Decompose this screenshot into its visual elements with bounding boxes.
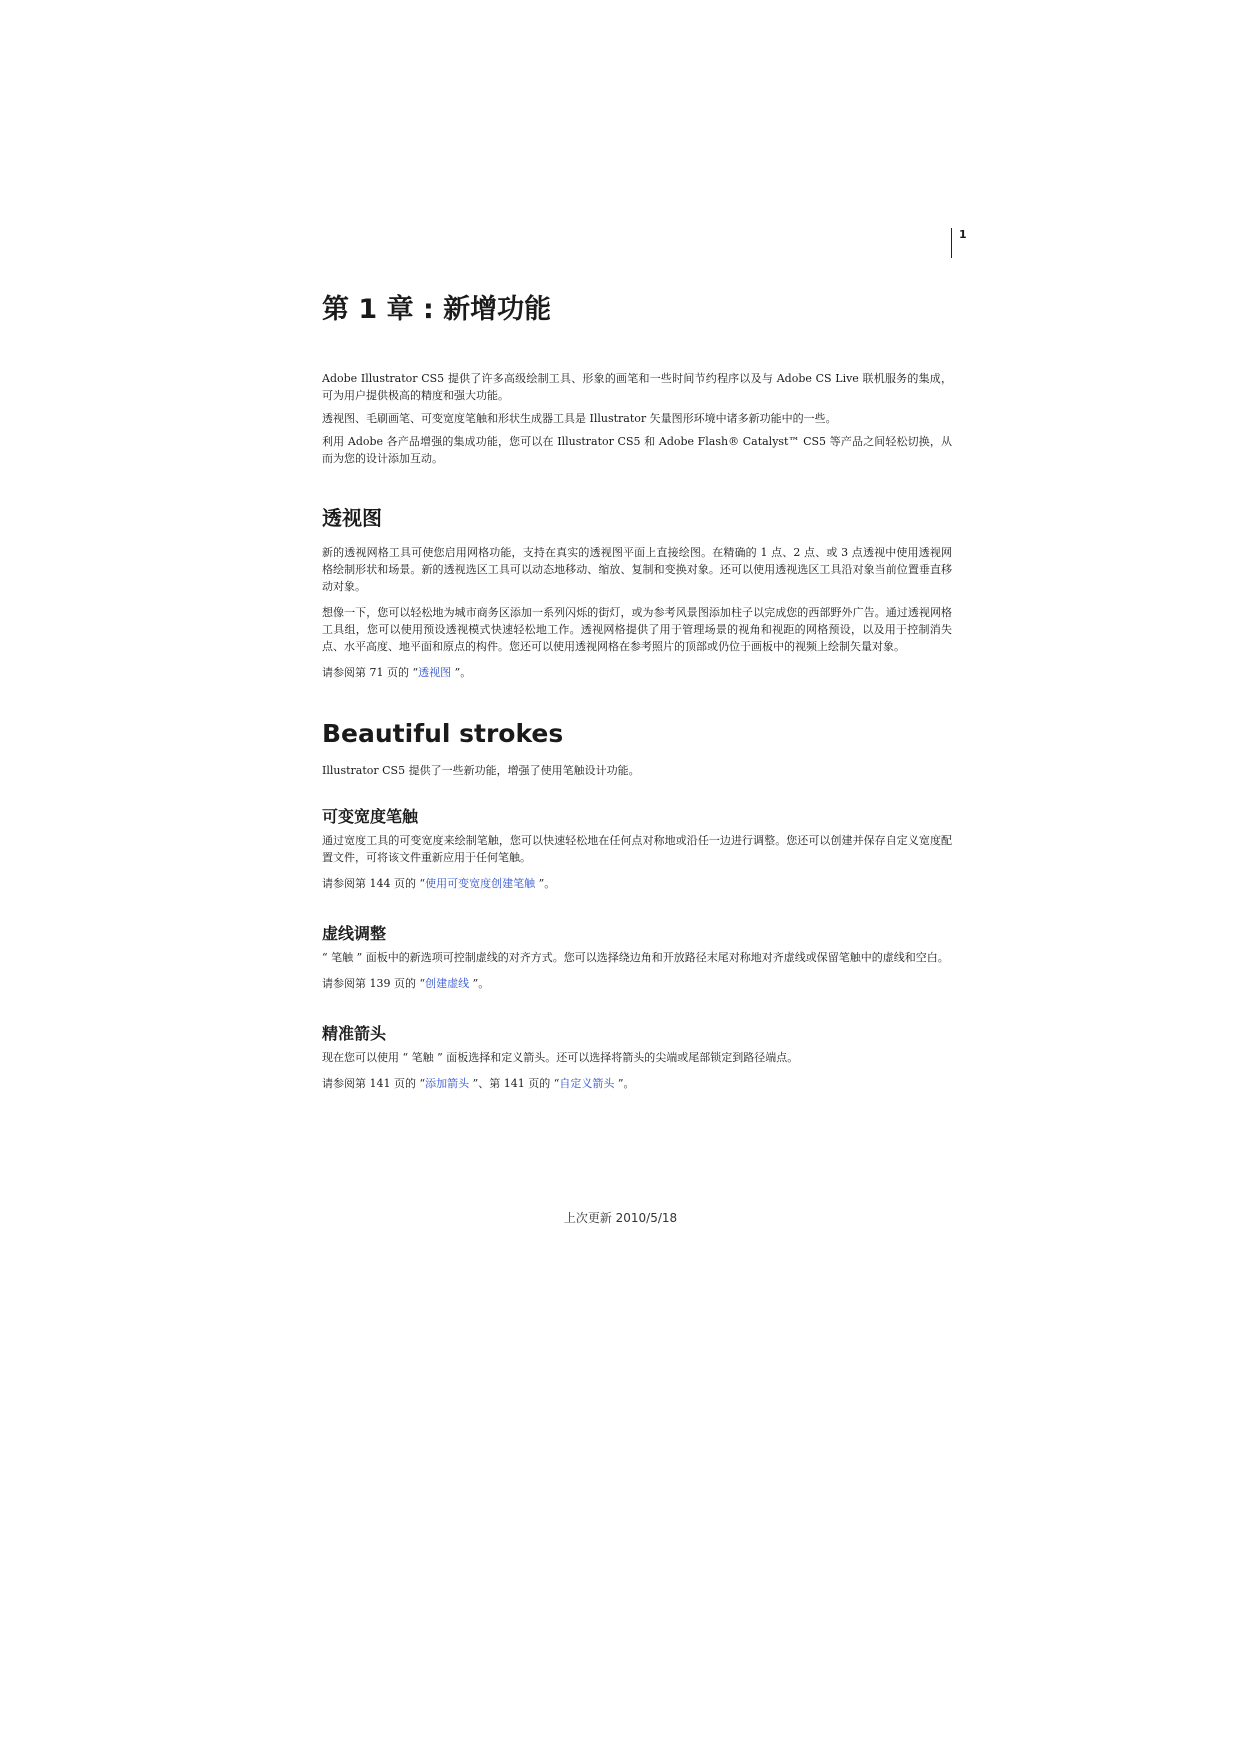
chapter-title: 第 1 章 : 新增功能 — [322, 294, 552, 325]
link-dashes[interactable]: 创建虚线 — [425, 977, 470, 990]
link-custom-arrows[interactable]: 自定义箭头 — [559, 1077, 615, 1090]
variable-width-see-also — [322, 875, 952, 892]
arrows-see-also — [322, 1075, 952, 1092]
link-add-arrows[interactable]: 添加箭头 — [425, 1077, 470, 1090]
perspective-paragraph-2: 想像一下，您可以轻松地为城市商务区添加一系列闪烁的街灯，或为参考风景图添加柱子以完成您的西部野外广告。通过透视网格工具组，您可以使用预设透视模式快速轻松地工作。透视网格提供了用于管理场景的视角和视距的网格预设，以及用于控制消失点、水平高度、地平面和原点的构件。您还可以使用透视网格在参考照片的顶部或仍位于画板中的视频上绘制矢量对象。 — [322, 606, 952, 653]
section-heading-strokes: Beautiful strokes — [322, 719, 564, 748]
see-also-middle: ”、第 141 页的 “ — [469, 1077, 560, 1090]
perspective-paragraph-1: 新的透视网格工具可使您启用网格功能，支持在真实的透视图平面上直接绘图。在精确的 1 点、2 点、或 3 点透视中使用透视网格绘制形状和场景。新的透视选区工具可以动态地移动、缩放、复制和变换对象。还可以使用透视选区工具沿对象当前位置垂直移动对象。 — [322, 546, 952, 593]
strokes-intro: Illustrator CS5 提供了一些新功能，增强了使用笔触设计功能。 — [322, 764, 640, 777]
page-content — [322, 292, 952, 1101]
section-heading-perspective: 透视图 — [322, 506, 382, 530]
variable-width-text: 通过宽度工具的可变宽度来绘制笔触，您可以快速轻松地在任何点对称地或沿任一边进行调整。您还可以创建并保存自定义宽度配置文件，可将该文件重新应用于任何笔触。 — [322, 834, 952, 864]
see-also-suffix: ”。 — [614, 1077, 635, 1090]
see-also-prefix: 请参阅第 71 页的 “ — [322, 666, 419, 679]
perspective-see-also — [322, 664, 952, 681]
dashes-text: “ 笔触 ” 面板中的新选项可控制虚线的对齐方式。您可以选择绕边角和开放路径末尾对称地对齐虚线或保留笔触中的虚线和空白。 — [322, 951, 949, 964]
page-number: 1 — [959, 228, 967, 241]
footer-last-updated: 上次更新 2010/5/18 — [563, 1211, 678, 1225]
dashes-see-also — [322, 975, 952, 992]
intro-paragraph-1: Adobe Illustrator CS5 提供了许多高级绘制工具、形象的画笔和一些时间节约程序以及与 Adobe CS Live 联机服务的集成，可为用户提供极高的精度和强大功能。 — [322, 372, 952, 402]
arrows-text: 现在您可以使用 “ 笔触 ” 面板选择和定义箭头。还可以选择将箭头的尖端或尾部锁定到路径端点。 — [322, 1051, 799, 1064]
see-also-prefix: 请参阅第 144 页的 “ — [322, 877, 426, 890]
intro-paragraph-3: 利用 Adobe 各产品增强的集成功能，您可以在 Illustrator CS5 和 Adobe Flash® Catalyst™ CS5 等产品之间轻松切换，从而为您的设计添加互动。 — [322, 435, 952, 465]
see-also-suffix: ”。 — [535, 877, 556, 890]
intro-paragraph-2: 透视图、毛刷画笔、可变宽度笔触和形状生成器工具是 Illustrator 矢量图形环境中诸多新功能中的一些。 — [322, 412, 837, 425]
subheading-arrows: 精准箭头 — [322, 1024, 387, 1043]
link-perspective[interactable]: 透视图 — [418, 666, 452, 679]
page-marker-line — [951, 228, 952, 258]
see-also-suffix: ”。 — [451, 666, 472, 679]
see-also-suffix: ”。 — [469, 977, 490, 990]
link-variable-width[interactable]: 使用可变宽度创建笔触 — [425, 877, 536, 890]
subheading-dashes: 虚线调整 — [322, 924, 387, 943]
subheading-variable-width: 可变宽度笔触 — [322, 807, 419, 826]
see-also-prefix: 请参阅第 139 页的 “ — [322, 977, 426, 990]
see-also-prefix: 请参阅第 141 页的 “ — [322, 1077, 426, 1090]
